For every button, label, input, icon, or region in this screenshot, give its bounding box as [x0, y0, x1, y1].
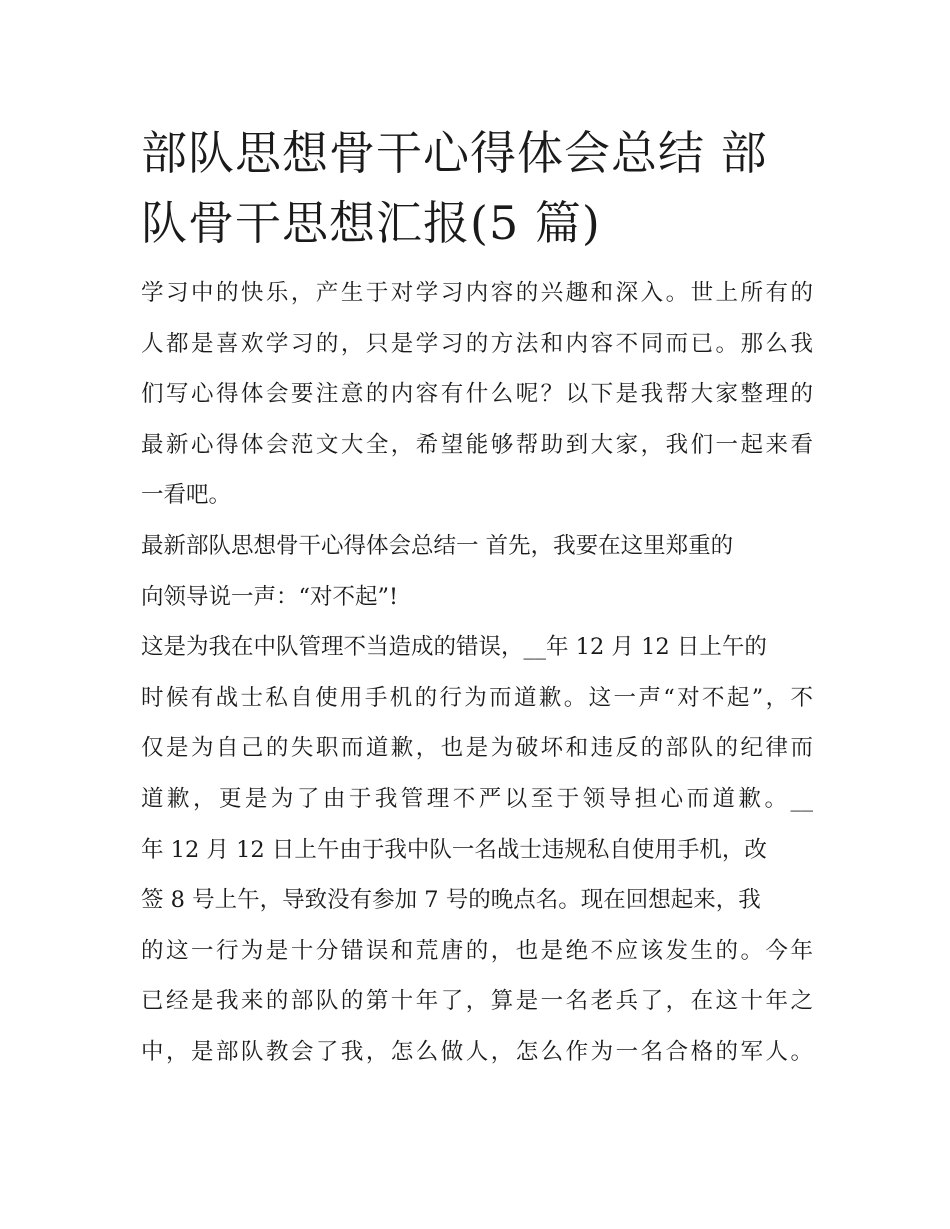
body-line: 最新心得体会范文大全，希望能够帮助到大家，我们一起来看 [141, 431, 813, 458]
body-line: 年 12 月 12 日上午由于我中队一名战士违规私自使用手机，改 [141, 836, 767, 863]
body-line: 一看吧。 [141, 482, 232, 509]
body-line: 人都是喜欢学习的，只是学习的方法和内容不同而已。那么我 [141, 330, 813, 357]
body-line: 道歉，更是为了由于我管理不严以至于领导担心而道歉。__ [141, 785, 813, 812]
document-body [141, 268, 813, 1078]
body-line: 们写心得体会要注意的内容有什么呢？以下是我帮大家整理的 [141, 381, 813, 408]
document-title [141, 118, 813, 258]
body-line: 的这一行为是十分错误和荒唐的，也是绝不应该发生的。今年 [141, 937, 813, 964]
body-line: 最新部队思想骨干心得体会总结一 首先，我要在这里郑重的 [141, 532, 734, 559]
body-line: 向领导说一声：“对不起”! [141, 583, 399, 610]
body-line: 这是为我在中队管理不当造成的错误，__年 12 月 12 日上午的 [141, 634, 767, 661]
body-line: 中，是部队教会了我，怎么做人，怎么作为一名合格的军人。 [141, 1038, 813, 1065]
title-line-1: 部队思想骨干心得体会总结 部 [141, 126, 768, 180]
body-line: 已经是我来的部队的第十年了，算是一名老兵了，在这十年之 [141, 988, 813, 1015]
body-line: 学习中的快乐，产生于对学习内容的兴趣和深入。世上所有的 [141, 280, 813, 306]
title-line-2: 队骨干思想汇报(5 篇) [141, 196, 601, 250]
body-line: 时候有战士私自使用手机的行为而道歉。这一声“对不起”，不 [141, 684, 813, 711]
body-line: 仅是为自己的失职而道歉，也是为破坏和违反的部队的纪律而 [141, 735, 813, 762]
body-line: 签 8 号上午，导致没有参加 7 号的晚点名。现在回想起来，我 [141, 887, 761, 914]
document-page [141, 118, 813, 1078]
